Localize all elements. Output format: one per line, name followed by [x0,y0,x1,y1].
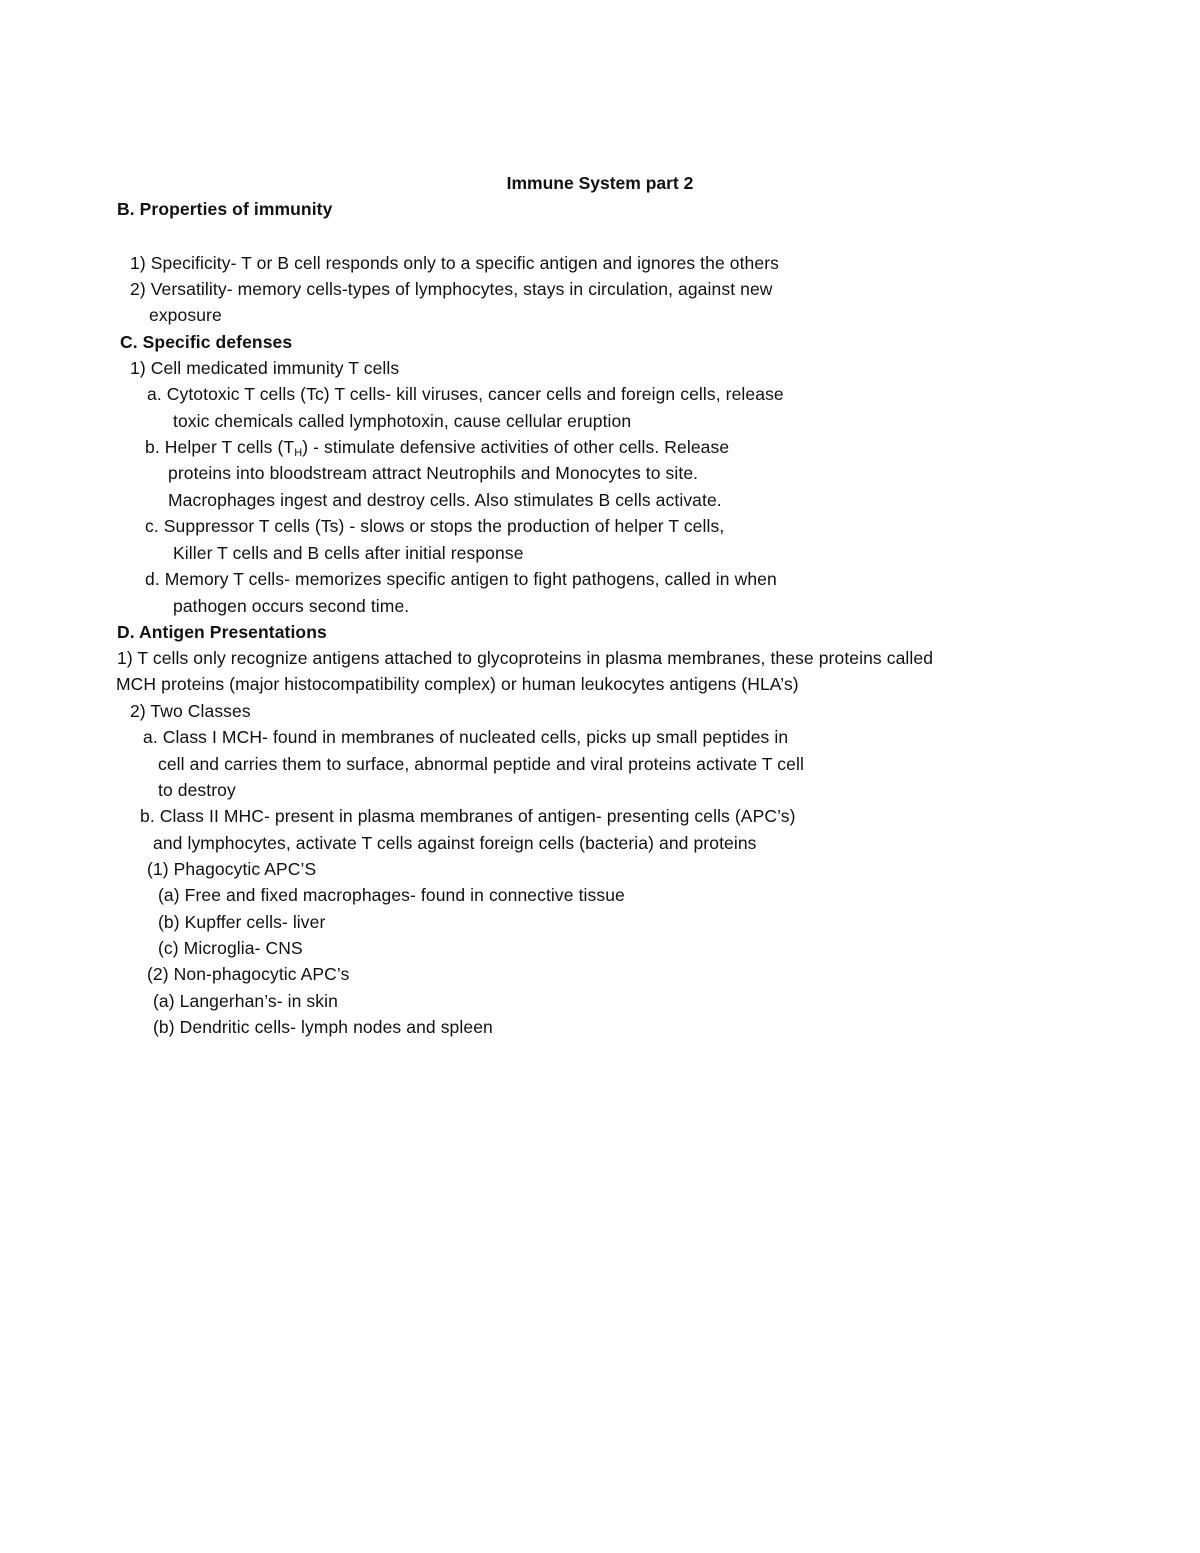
section-c-heading: C. Specific defenses [120,332,293,352]
section-d-item: (a) Langerhan’s- in skin [153,991,338,1011]
section-d-item: a. Class I MCH- found in membranes of nucleated cells, picks up small peptides in [143,727,789,747]
section-d-item: (b) Kupffer cells- liver [158,912,326,932]
section-b-item: 2) Versatility- memory cells-types of lymphocytes, stays in circulation, against new [130,279,773,299]
section-c-item: Macrophages ingest and destroy cells. Also stimulates B cells activate. [168,490,722,510]
section-d-item: (1) Phagocytic APC’S [147,859,317,879]
page-title: Immune System part 2 [506,173,694,193]
section-d-item: and lymphocytes, activate T cells against foreign cells (bacteria) and proteins [153,833,757,853]
section-c-item: d. Memory T cells- memorizes specific antigen to fight pathogens, called in when [145,569,777,589]
section-c-item: pathogen occurs second time. [173,596,410,616]
section-d-item: cell and carries them to surface, abnormal peptide and viral proteins activate T cell [158,754,804,774]
section-d-item: 2) Two Classes [130,701,251,721]
section-d-item: b. Class II MHC- present in plasma membranes of antigen- presenting cells (APC’s) [140,806,796,826]
section-d-item: (c) Microglia- CNS [158,938,303,958]
section-c-item: 1) Cell medicated immunity T cells [130,358,400,378]
section-d-item: (b) Dendritic cells- lymph nodes and spleen [153,1017,493,1037]
section-d-item: (2) Non-phagocytic APC’s [147,964,350,984]
helper-subscript: H [294,447,303,459]
helper-prefix: b. Helper T cells (T [145,437,295,457]
section-b-item: exposure [149,305,222,325]
helper-suffix: ) - stimulate defensive activities of other cells. Release [302,437,730,457]
section-b-heading: B. Properties of immunity [117,199,333,219]
section-c-item: c. Suppressor T cells (Ts) - slows or stops the production of helper T cells, [145,516,725,536]
section-c-item: a. Cytotoxic T cells (Tc) T cells- kill viruses, cancer cells and foreign cells, release [147,384,784,404]
section-d-item: to destroy [158,780,236,800]
section-c-item: proteins into bloodstream attract Neutrophils and Monocytes to site. [168,463,699,483]
section-c-item-helper [145,436,729,464]
section-c-item: Killer T cells and B cells after initial response [173,543,524,563]
section-d-item: 1) T cells only recognize antigens attached to glycoproteins in plasma membranes, these proteins called [117,648,934,668]
section-d-heading: D. Antigen Presentations [117,622,327,642]
section-d-item: (a) Free and fixed macrophages- found in connective tissue [158,885,625,905]
section-d-item: MCH proteins (major histocompatibility complex) or human leukocytes antigens (HLA’s) [116,674,799,694]
section-c-item: toxic chemicals called lymphotoxin, cause cellular eruption [173,411,632,431]
section-b-item: 1) Specificity- T or B cell responds only to a specific antigen and ignores the others [130,253,779,273]
